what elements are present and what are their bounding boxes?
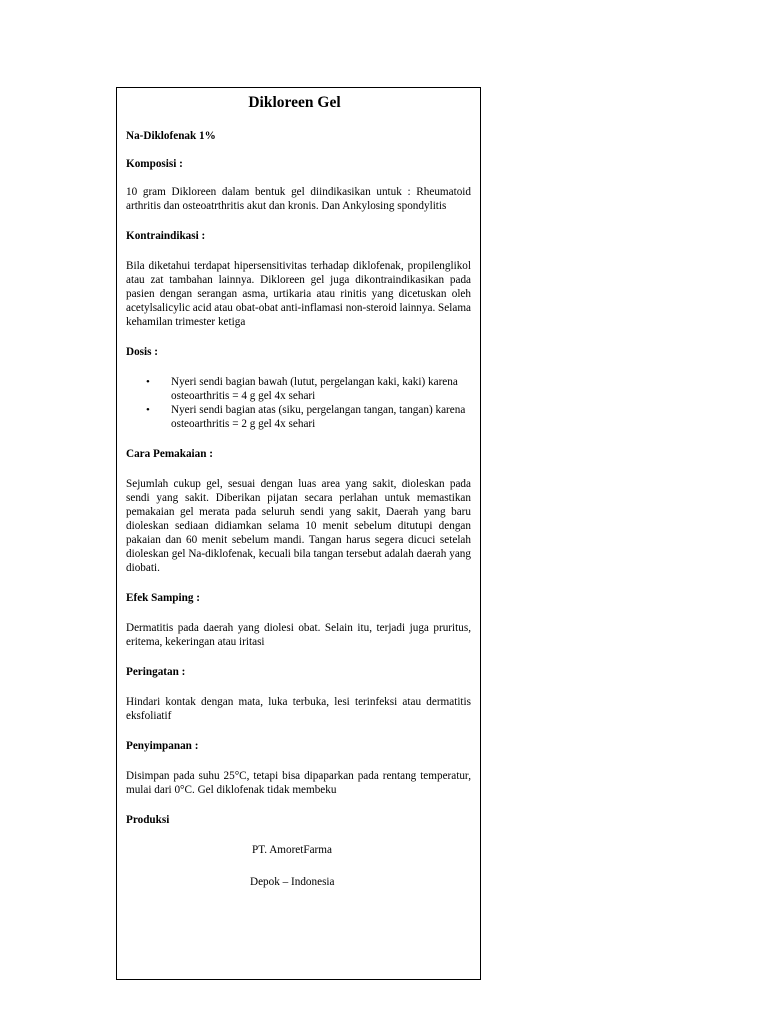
dosis-item-text: Nyeri sendi bagian atas (siku, pergelangan tangan, tangan) karena osteoarthritis = 2 g gel 4x sehari — [171, 404, 466, 430]
penyimpanan-heading: Penyimpanan : — [126, 740, 199, 752]
peringatan-heading: Peringatan : — [126, 666, 186, 678]
peringatan-text: Hindari kontak dengan mata, luka terbuka, lesi terinfeksi atau dermatitis eksfoliatif — [126, 696, 471, 722]
document-title: Dikloreen Gel — [248, 94, 341, 111]
cara-pemakaian-text: Sejumlah cukup gel, sesuai dengan luas area yang sakit, dioleskan pada sendi yang sakit. Diberikan pijatan secara perlahan untuk memastikan pemakaian gel merata pada seluruh sendi yang sakit, Daerah yang baru dioleskan sediaan didiamkan selama 10 menit sebelum ditutupi dengan pakaian dan 60 menit sebelum mandi. Tangan harus segera dicuci setelah dioleskan gel Na-diklofenak, kecuali bila tangan tersebut adalah daerah yang diobati. — [126, 478, 471, 574]
cara-pemakaian-heading: Cara Pemakaian : — [126, 448, 214, 460]
active-ingredient: Na-Diklofenak 1% — [126, 130, 216, 142]
kontraindikasi-text: Bila diketahui terdapat hipersensitivitas terhadap diklofenak, propilenglikol atau zat tambahan lainnya. Dikloreen gel juga dikontraindikasikan pada pasien dengan serangan asma, urtikaria atau rinitis yang dicetuskan oleh acetylsalicylic acid atau obat-obat anti-inflamasi non-steroid lainnya. Selama kehamilan trimester ketiga — [126, 260, 471, 328]
company-name: PT. AmoretFarma — [252, 844, 332, 856]
company-location: Depok – Indonesia — [250, 876, 335, 888]
komposisi-text: 10 gram Dikloreen dalam bentuk gel diindikasikan untuk : Rheumatoid arthritis dan osteoatrthritis akut dan kronis. Dan Ankylosing spondylitis — [126, 186, 471, 212]
efek-samping-heading: Efek Samping : — [126, 592, 200, 604]
kontraindikasi-heading: Kontraindikasi : — [126, 230, 206, 242]
bullet-icon: • — [146, 376, 150, 388]
penyimpanan-text: Disimpan pada suhu 25°C, tetapi bisa dipaparkan pada rentang temperatur, mulai dari 0°C. Gel diklofenak tidak membeku — [126, 770, 471, 796]
list-item — [126, 403, 471, 431]
dosis-list — [126, 375, 471, 431]
dosis-heading: Dosis : — [126, 346, 159, 358]
list-item — [126, 375, 471, 403]
bullet-icon: • — [146, 404, 150, 416]
produksi-heading: Produksi — [126, 814, 170, 826]
dosis-item-text: Nyeri sendi bagian bawah (lutut, pergelangan kaki, kaki) karena osteoarthritis = 4 g gel 4x sehari — [171, 376, 458, 402]
komposisi-heading: Komposisi : — [126, 158, 183, 170]
efek-samping-text: Dermatitis pada daerah yang diolesi obat. Selain itu, terjadi juga pruritus, eritema, kekeringan atau iritasi — [126, 622, 471, 648]
document-page — [116, 87, 481, 980]
